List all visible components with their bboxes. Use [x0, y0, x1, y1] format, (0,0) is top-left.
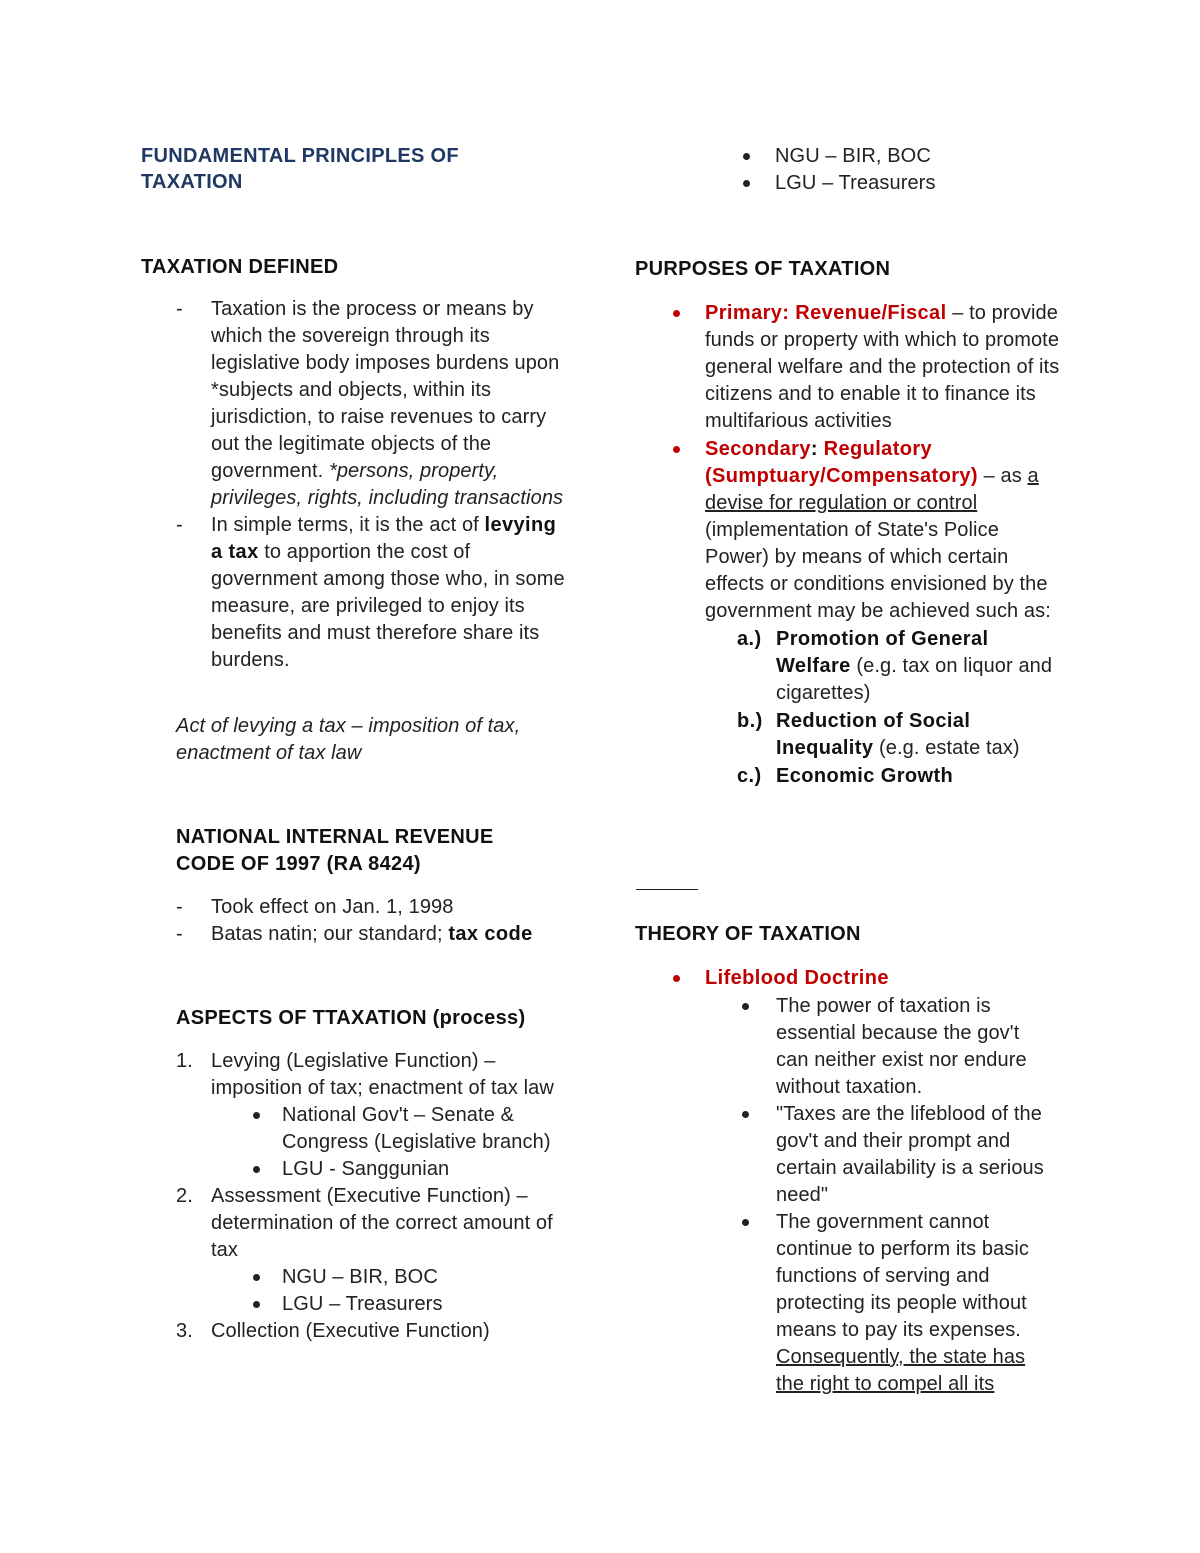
- list-item: [176, 1102, 576, 1156]
- sub-item-text: NGU – BIR, BOC: [775, 145, 931, 167]
- sub-item-text: LGU – Treasurers: [775, 172, 936, 194]
- bullet-icon: [743, 153, 750, 160]
- document-title: FUNDAMENTAL PRINCIPLES OF TAXATION: [141, 145, 459, 193]
- list-item: [176, 1264, 576, 1291]
- secondary-purpose-label: Secondary: [705, 438, 811, 460]
- list-item: [705, 708, 1065, 762]
- secondary-dash: – as: [983, 465, 1022, 487]
- general-welfare-example: (e.g. tax on liquor and cigarettes): [776, 655, 1053, 704]
- theory-point3-text: The government cannot continue to perform its basic functions of serving and protecting its people without means to pay its expenses.: [776, 1211, 1030, 1341]
- dash-marker: -: [176, 298, 183, 320]
- bullet-icon: [743, 180, 750, 187]
- sub-item-text: LGU – Treasurers: [282, 1293, 443, 1315]
- list-number: 3.: [176, 1320, 193, 1342]
- list-item: [176, 1183, 576, 1264]
- simple-terms-text: In simple terms, it is the act of: [211, 514, 479, 536]
- nirc-list: [176, 894, 576, 948]
- list-item: [176, 1291, 576, 1318]
- bullet-icon: [673, 310, 680, 317]
- theory-heading: THEORY OF TAXATION: [635, 923, 861, 945]
- list-item: [176, 512, 566, 674]
- secondary-purpose-text: (implementation of State's Police Power) by means of which certain effects or conditions envisioned by the government may be achieved such as:: [705, 519, 1051, 622]
- bullet-icon: [253, 1112, 260, 1119]
- sub-item-text: LGU - Sanggunian: [282, 1158, 450, 1180]
- taxation-defined-heading: TAXATION DEFINED: [141, 256, 339, 278]
- sub-item-text: NGU – BIR, BOC: [282, 1266, 438, 1288]
- batas-natin-text: Batas natin; our standard;: [211, 923, 443, 945]
- list-item: [705, 965, 1065, 992]
- list-item: [176, 1318, 576, 1345]
- secondary-underlined-text: a devise for regulation or control: [705, 465, 1039, 514]
- bullet-icon: [742, 1219, 749, 1226]
- list-item: [176, 894, 576, 921]
- section-divider: [636, 889, 698, 890]
- bullet-icon: [742, 1111, 749, 1118]
- bullet-icon: [253, 1166, 260, 1173]
- bullet-icon: [673, 975, 680, 982]
- took-effect-text: Took effect on Jan. 1, 1998: [211, 896, 454, 918]
- sub-label: c.): [737, 765, 762, 787]
- aspects-list: [176, 1048, 576, 1345]
- theory-point-text: The power of taxation is essential because the gov't can neither exist nor endure without taxation.: [776, 995, 1027, 1098]
- list-item: [705, 1209, 1065, 1398]
- levying-a-tax-bold: levying a tax: [211, 514, 557, 563]
- list-item: [176, 1048, 576, 1102]
- list-item: [705, 300, 1065, 435]
- tax-code-bold: tax code: [448, 923, 533, 945]
- aspect-levying-text: Levying (Legislative Function) – imposition of tax; enactment of tax law: [211, 1050, 554, 1099]
- act-of-levying-note: Act of levying a tax – imposition of tax, enactment of tax law: [176, 715, 521, 764]
- general-welfare-bold: Promotion of General Welfare: [776, 628, 989, 677]
- simple-terms-text-rest: to apportion the cost of government among those who, in some measure, are privileged to enjoy its benefits and must therefore share its burdens.: [211, 541, 565, 671]
- theory-point3-underlined: Consequently, the state has the right to compel all its: [776, 1346, 1026, 1395]
- theory-point-text: "Taxes are the lifeblood of the gov't and their prompt and certain availability is a serious need": [776, 1103, 1044, 1206]
- theory-list: [705, 965, 1065, 1398]
- lifeblood-doctrine-label: Lifeblood Doctrine: [705, 967, 889, 989]
- list-item: [176, 921, 576, 948]
- aspect-assessment-text: Assessment (Executive Function) – determination of the correct amount of tax: [211, 1185, 553, 1261]
- list-item: [705, 436, 1065, 625]
- economic-growth-bold: Economic Growth: [776, 765, 954, 787]
- purposes-heading: PURPOSES OF TAXATION: [635, 258, 891, 280]
- bullet-icon: [253, 1274, 260, 1281]
- sub-label: a.): [737, 628, 762, 650]
- definition-note: *persons, property, privileges, rights, including transactions: [211, 460, 564, 509]
- dash-marker: -: [176, 514, 183, 536]
- list-item: [176, 1156, 576, 1183]
- secondary-purpose-regulatory: Regulatory (Sumptuary/Compensatory): [705, 438, 978, 487]
- aspects-heading: ASPECTS OF TTAXATION (process): [176, 1007, 526, 1029]
- sub-item-text: National Gov't – Senate & Congress (Legislative branch): [282, 1104, 551, 1153]
- dash-marker: -: [176, 896, 183, 918]
- social-inequality-example: (e.g. estate tax): [879, 737, 1020, 759]
- definition-text: Taxation is the process or means by which the sovereign through its legislative body imposes burdens upon *subjects and objects, within its jurisdiction, to raise revenues to carry out the legitimate objects of the government.: [211, 298, 560, 482]
- list-item: [775, 143, 1075, 170]
- bullet-icon: [253, 1301, 260, 1308]
- social-inequality-bold: Reduction of Social Inequality: [776, 710, 971, 759]
- theory-point-text: [776, 1209, 1051, 1398]
- primary-purpose-label: Primary: Revenue/Fiscal: [705, 302, 947, 324]
- list-item: [705, 1101, 1065, 1209]
- primary-purpose-text: – to provide funds or property with which to promote general welfare and the protection of its citizens and to enable it to finance its multifarious activities: [705, 302, 1060, 432]
- taxation-defined-list: [176, 296, 566, 674]
- list-item: [775, 170, 1075, 197]
- bullet-icon: [673, 446, 680, 453]
- list-item: [705, 763, 1065, 790]
- list-item: [705, 993, 1065, 1101]
- sub-label: b.): [737, 710, 763, 732]
- secondary-colon: :: [810, 438, 818, 460]
- list-number: 2.: [176, 1185, 193, 1207]
- bullet-icon: [742, 1003, 749, 1010]
- list-number: 1.: [176, 1050, 193, 1072]
- list-item: [176, 296, 566, 512]
- purposes-list: [705, 300, 1065, 790]
- nirc-heading: NATIONAL INTERNAL REVENUE CODE OF 1997 (RA 8424): [176, 826, 494, 875]
- collection-sub-list: [775, 143, 1075, 197]
- aspect-collection-text: Collection (Executive Function): [211, 1320, 490, 1342]
- list-item: [705, 626, 1065, 707]
- dash-marker: -: [176, 923, 183, 945]
